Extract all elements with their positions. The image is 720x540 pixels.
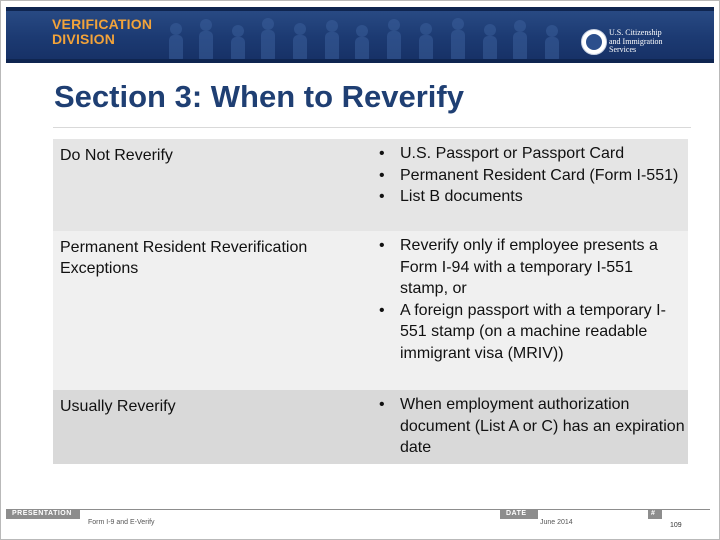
- row-label: Usually Reverify: [60, 398, 176, 415]
- page-number: 109: [670, 522, 682, 529]
- list-item: • Permanent Resident Card (Form I-551): [375, 165, 685, 187]
- list-item: • When employment authorization document (List A or C) has an expiration date: [375, 394, 685, 459]
- list-item: • A foreign passport with a temporary I-551 stamp (on a machine readable immigrant visa (MRIV)): [375, 300, 685, 365]
- table-row: [53, 231, 688, 390]
- presentation-label: PRESENTATION: [6, 509, 80, 519]
- agency-name: U.S. Citizenship and Immigration Services: [609, 28, 663, 54]
- header-banner: [6, 7, 714, 63]
- date-label: DATE: [500, 509, 538, 519]
- list-item: • Reverify only if employee presents a Form I-94 with a temporary I-551 stamp, or: [375, 235, 685, 300]
- table-row: [53, 390, 688, 464]
- slide-footer: [6, 509, 714, 535]
- row-label: Permanent Resident Reverification Exceptions: [60, 239, 308, 277]
- bullet-list: [375, 235, 685, 364]
- table-row: [53, 139, 688, 231]
- footer-divider: [538, 509, 648, 510]
- title-divider: [53, 127, 691, 128]
- bullet-list: [375, 394, 685, 459]
- presentation-name: Form I-9 and E-Verify: [88, 519, 155, 526]
- list-item: • U.S. Passport or Passport Card: [375, 143, 685, 165]
- row-label: Do Not Reverify: [60, 147, 173, 164]
- presentation-date: June 2014: [540, 519, 573, 526]
- footer-divider: [80, 509, 500, 510]
- slide-title: Section 3: When to Reverify: [54, 79, 464, 114]
- bullet-list: [375, 143, 685, 208]
- dhs-seal-icon: [581, 29, 607, 55]
- verification-division-logo: VERIFICATION DIVISION: [52, 16, 153, 47]
- footer-divider: [662, 509, 710, 510]
- page-label: #: [648, 509, 662, 519]
- list-item: • List B documents: [375, 186, 685, 208]
